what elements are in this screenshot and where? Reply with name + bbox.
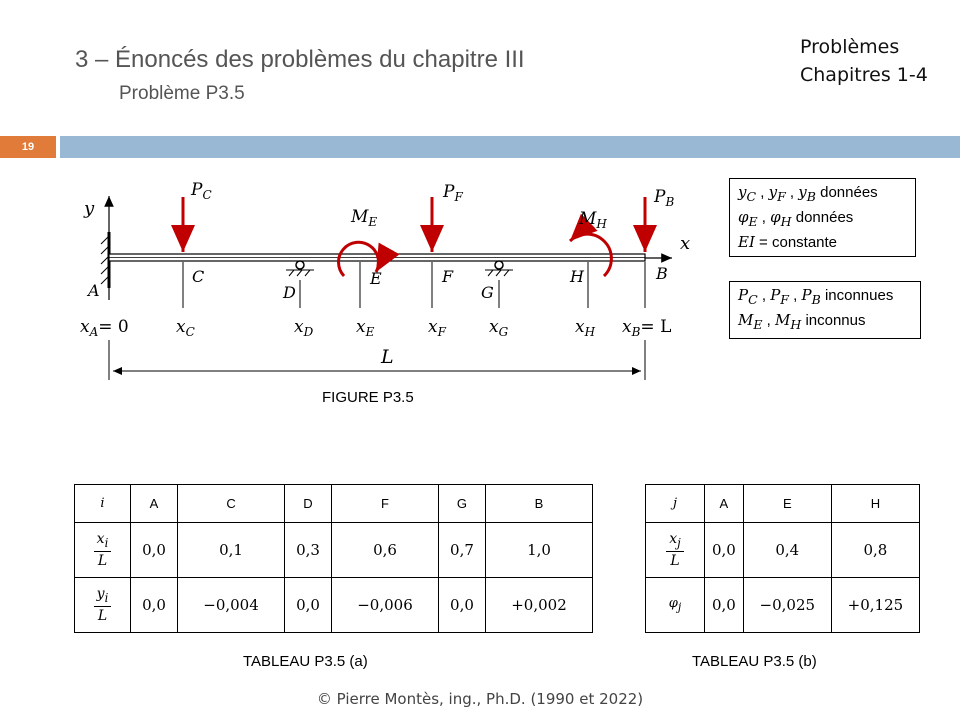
unknown-line-1: $P_C$ , $P_F$ , $P_B$ inconnues <box>738 286 894 307</box>
table-a-header-row <box>75 485 593 523</box>
table-a-row-y <box>75 578 593 633</box>
corner-line1: Problèmes <box>800 36 900 58</box>
pos-label-E: $x_E$ <box>356 317 375 339</box>
table-a-y-1: −0,004 <box>178 578 285 633</box>
table-a-y-0: 0,0 <box>131 578 178 633</box>
table-a-x-3: 0,6 <box>332 523 439 578</box>
table-b-phi-1: −0,025 <box>743 578 831 633</box>
table-b-x-0: 0,0 <box>705 523 744 578</box>
table-b-x-2: 0,8 <box>831 523 919 578</box>
length-label: L <box>381 346 394 368</box>
load-label-F: $P_F$ <box>443 182 463 204</box>
table-a <box>74 484 593 633</box>
point-B: B <box>656 264 668 283</box>
corner-line2: Chapitres 1-4 <box>800 64 928 86</box>
pos-label-D: $x_D$ <box>294 317 314 339</box>
figure-caption: FIGURE P3.5 <box>322 389 414 406</box>
table-a-y-5: +0,002 <box>486 578 593 633</box>
moment-label-E: $M_E$ <box>351 207 378 229</box>
page-subtitle: Problème P3.5 <box>119 83 245 104</box>
given-line-1: $y_C$ , $y_F$ , $y_B$ données <box>738 183 878 204</box>
load-label-C: $P_C$ <box>191 180 212 202</box>
load-label-B: $P_B$ <box>654 187 675 209</box>
table-a-x-2: 0,3 <box>284 523 331 578</box>
table-a-col-5: B <box>486 485 593 523</box>
table-b <box>645 484 920 633</box>
table-b-col-2: H <box>831 485 919 523</box>
table-a-col-3: F <box>332 485 439 523</box>
table-a-caption: TABLEAU P3.5 (a) <box>243 653 368 670</box>
point-C: C <box>192 267 205 286</box>
unknown-data-box <box>729 281 921 339</box>
table-b-row-phi <box>646 578 920 633</box>
table-a-col-0: A <box>131 485 178 523</box>
table-a-x-5: 1,0 <box>486 523 593 578</box>
slide-number-badge: 19 <box>0 136 56 158</box>
table-a-row-x <box>75 523 593 578</box>
point-E: E <box>370 269 382 288</box>
table-b-phi-0: 0,0 <box>705 578 744 633</box>
page-title: 3 – Énoncés des problèmes du chapitre III <box>75 46 525 73</box>
point-H: H <box>570 267 584 286</box>
given-data-box <box>729 178 916 257</box>
table-a-col-2: D <box>284 485 331 523</box>
y-axis-label: y <box>84 198 95 219</box>
table-b-col-0: A <box>705 485 744 523</box>
table-a-header-label: i <box>75 485 131 523</box>
pos-label-C: $x_C$ <box>176 317 195 339</box>
point-G: G <box>481 283 494 302</box>
table-b-col-1: E <box>743 485 831 523</box>
table-b-x-1: 0,4 <box>743 523 831 578</box>
corner-label <box>800 33 928 89</box>
table-b-caption: TABLEAU P3.5 (b) <box>692 653 817 670</box>
table-a-x-4: 0,7 <box>438 523 485 578</box>
beam-figure <box>0 165 720 390</box>
table-a-x-1: 0,1 <box>178 523 285 578</box>
unknown-line-2: $M_E$ , $M_H$ inconnus <box>738 311 866 332</box>
table-b-header-label: j <box>646 485 705 523</box>
point-A: A <box>88 281 100 300</box>
table-a-y-2: 0,0 <box>284 578 331 633</box>
table-a-y-3: −0,006 <box>332 578 439 633</box>
copyright-footer: © Pierre Montès, ing., Ph.D. (1990 et 2022) <box>316 690 644 708</box>
pos-label-H: $x_H$ <box>575 317 596 339</box>
given-line-2: $\varphi_E$ , $\varphi_H$ données <box>738 208 854 229</box>
table-a-x-0: 0,0 <box>131 523 178 578</box>
table-a-col-1: C <box>178 485 285 523</box>
table-a-yi-label: $\frac{y_i}{L}$ <box>75 578 131 633</box>
pos-label-F: $x_F$ <box>428 317 446 339</box>
header-bar <box>60 136 960 158</box>
table-a-xi-label: $\frac{x_i}{L}$ <box>75 523 131 578</box>
table-b-xj-label: $\frac{x_j}{L}$ <box>646 523 705 578</box>
moment-label-H: $M_H$ <box>579 209 607 231</box>
roller-support-D <box>286 261 314 276</box>
roller-support-G <box>485 261 513 276</box>
point-F: F <box>442 267 454 286</box>
table-b-phi-label: $\varphi_j$ <box>646 578 705 633</box>
point-D: D <box>283 283 296 302</box>
given-line-3: EI = constante <box>738 233 838 251</box>
table-a-col-4: G <box>438 485 485 523</box>
pos-label-G: $x_G$ <box>489 317 509 339</box>
pos-label-B: $x_B= L$ <box>622 317 672 339</box>
pos-label-A: $x_A= 0$ <box>80 317 129 339</box>
table-a-y-4: 0,0 <box>438 578 485 633</box>
table-b-header-row <box>646 485 920 523</box>
x-axis-label: x <box>680 233 691 254</box>
table-b-phi-2: +0,125 <box>831 578 919 633</box>
table-b-row-x <box>646 523 920 578</box>
